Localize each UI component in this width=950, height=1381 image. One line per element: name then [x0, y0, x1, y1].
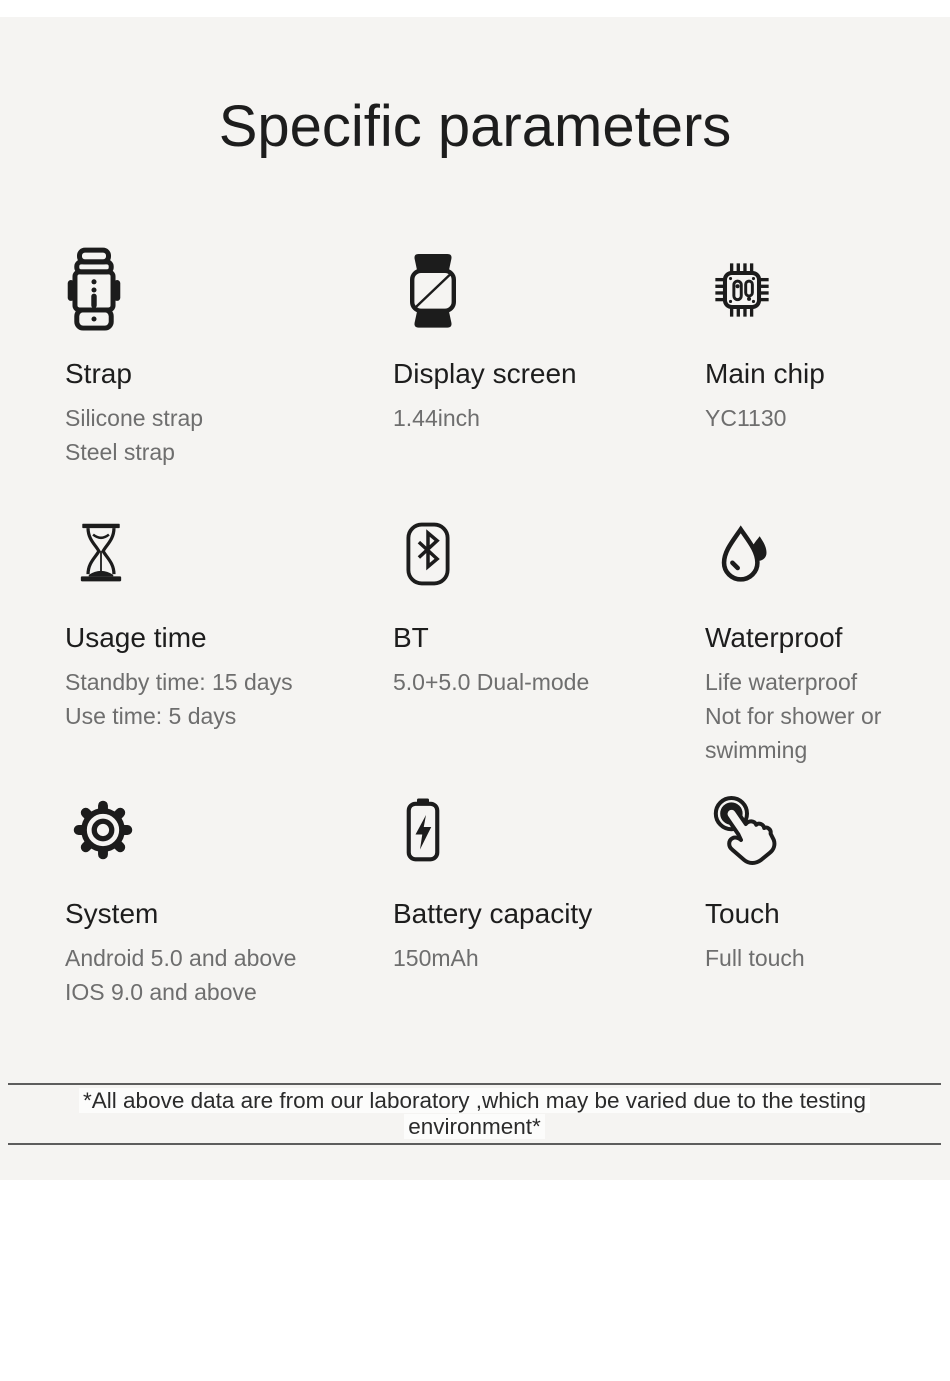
spec-cell-touch [705, 790, 950, 1009]
footer-disclaimer [8, 1083, 941, 1145]
spec-sheet [0, 17, 950, 1180]
spec-value: Use time: 5 days [65, 702, 237, 729]
spec-value: YC1130 [705, 404, 787, 431]
spec-values [65, 941, 296, 1009]
spec-cell-waterproof [705, 514, 950, 790]
spec-title: System [65, 897, 159, 929]
spec-cell-strap [65, 250, 393, 514]
spec-values [393, 401, 480, 435]
spec-grid [0, 250, 950, 1009]
display-screen-icon [393, 250, 473, 330]
spec-value: Not for shower or swimming [705, 702, 882, 763]
spec-values [65, 401, 203, 469]
footer-line-1: *All above data are from our laboratory ,which may be varied due to the testing [8, 1088, 941, 1114]
spec-title: Usage time [65, 621, 207, 653]
spec-title: Strap [65, 357, 132, 389]
spec-cell-display [393, 250, 705, 514]
spec-title: Display screen [393, 357, 577, 389]
spec-value: Android 5.0 and above [65, 944, 297, 971]
gear-icon [65, 790, 141, 870]
page-title: Specific parameters [218, 94, 732, 159]
spec-title: Waterproof [705, 621, 843, 653]
spec-value: Full touch [705, 944, 805, 971]
spec-values [705, 941, 805, 975]
watch-strap-icon [65, 250, 123, 330]
spec-cell-usage [65, 514, 393, 790]
spec-value: Standby time: 15 days [65, 668, 293, 695]
hourglass-icon [65, 514, 137, 594]
spec-values [393, 665, 589, 699]
main-chip-icon [705, 250, 779, 330]
spec-title: BT [393, 621, 429, 653]
spec-cell-bt [393, 514, 705, 790]
spec-values [705, 401, 786, 435]
spec-value: 5.0+5.0 Dual-mode [393, 668, 590, 695]
touch-icon [705, 790, 785, 870]
spec-values [65, 665, 293, 733]
spec-cell-system [65, 790, 393, 1009]
spec-values [705, 665, 917, 767]
footer-line-2: environment* [8, 1114, 941, 1140]
spec-value: 150mAh [393, 944, 479, 971]
spec-values [393, 941, 479, 975]
bluetooth-icon [393, 514, 463, 594]
spec-title: Battery capacity [393, 897, 593, 929]
waterdrop-icon [705, 514, 781, 594]
spec-cell-chip [705, 250, 950, 514]
spec-cell-battery [393, 790, 705, 1009]
spec-value: IOS 9.0 and above [65, 978, 257, 1005]
battery-icon [393, 790, 453, 870]
spec-title: Main chip [705, 357, 825, 389]
spec-value: Life waterproof [705, 668, 858, 695]
spec-value: 1.44inch [393, 404, 480, 431]
spec-value: Silicone strap [65, 404, 204, 431]
spec-value: Steel strap [65, 438, 175, 465]
spec-title: Touch [705, 897, 780, 929]
